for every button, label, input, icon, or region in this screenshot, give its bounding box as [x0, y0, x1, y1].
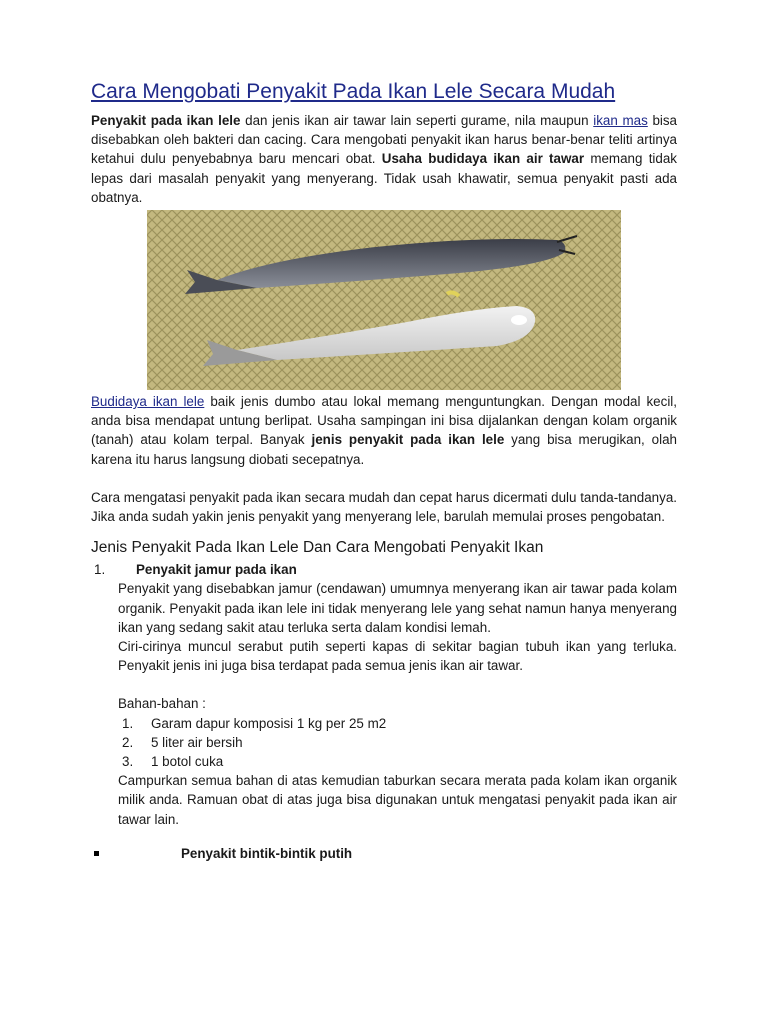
list-item-number: 3. [122, 754, 134, 770]
section2-title: Penyakit bintik-bintik putih [181, 845, 353, 861]
intro-bold-2: Usaha budidaya ikan air tawar [381, 151, 585, 167]
section1-title-row [91, 560, 677, 579]
intro-text-2: bisa disebabkan oleh bakteri dan cacing. Cara mengobati penyakit ikan harus benar-benar teliti artinya ketahui dulu penyebabnya baru mencari obat. [91, 113, 678, 167]
intro-text-1: dan jenis ikan air tawar lain seperti gurame, nila maupun [240, 113, 594, 128]
bullet-icon [94, 851, 99, 856]
ikan-mas-link[interactable]: ikan mas [593, 113, 648, 128]
spacer [118, 675, 677, 694]
intro-paragraph [91, 111, 677, 207]
intro-text-3: memang tidak lepas dari masalah penyakit yang menyerang. Tidak usah khawatir, semua penyakit pasti ada obatnya. [91, 151, 677, 205]
section-heading: Jenis Penyakit Pada Ikan Lele Dan Cara Mengobati Penyakit Ikan [91, 539, 544, 557]
mengatasi-paragraph: Cara mengatasi penyakit pada ikan secara mudah dan cepat harus dicermati dulu tanda-tandanya. Jika anda sudah yakin jenis penyakit yang menyerang lele, barulah memulai proses pengobatan. [91, 489, 677, 525]
list-item-text: Garam dapur komposisi 1 kg per 25 m2 [151, 715, 387, 731]
section2-title-row [91, 844, 677, 863]
budidaya-paragraph [91, 392, 677, 469]
list-item-text: 5 liter air bersih [151, 734, 243, 750]
document-page [91, 79, 677, 863]
bahan-label: Bahan-bahan : [118, 696, 206, 712]
section1-number: 1. [94, 562, 106, 578]
bahan-list [118, 714, 677, 772]
para2-bold: jenis penyakit pada ikan lele [311, 432, 505, 448]
list-item [118, 733, 677, 752]
list-item [118, 714, 677, 733]
spacer [91, 469, 677, 488]
section1-paragraph-2: Ciri-cirinya muncul serabut putih seperti kapas di sekitar bagian tubuh ikan yang terluka. Penyakit jenis ini juga bisa terdapat pada semua jenis ikan air tawar. [118, 639, 677, 674]
list-item [118, 752, 677, 771]
list-item-number: 2. [122, 734, 134, 750]
section1-title: Penyakit jamur pada ikan [136, 562, 297, 578]
section1-body [118, 579, 677, 713]
list-item-number: 1. [122, 715, 134, 731]
para2-text-2: yang bisa merugikan, olah karena itu harus langsung diobati secepatnya. [91, 432, 677, 467]
para2-text-1: baik jenis dumbo atau lokal memang menguntungkan. Dengan modal kecil, anda bisa mendapat untung berlipat. Usaha sampingan ini bisa dijalankan dengan kolam organik (tanah) atau kolam terpal. Banyak [91, 394, 677, 448]
intro-bold-1: Penyakit pada ikan lele [91, 113, 241, 128]
section1-paragraph-1: Penyakit yang disebabkan jamur (cendawan) umumnya menyerang ikan air tawar pada kolam organik. Penyakit pada ikan lele ini tidak menyerang lele yang sehat namun hanya menyerang ikan yang sedang sakit atau terluka serta dalam kondisi lemah. [118, 581, 677, 635]
list-item-text: 1 botol cuka [151, 754, 224, 770]
catfish-photo [147, 210, 621, 390]
section1-paragraph-3: Campurkan semua bahan di atas kemudian taburkan secara merata pada kolam ikan organik milik anda. Ramuan obat di atas juga bisa digunakan untuk mengatasi penyakit pada ikan air tawar lain. [118, 773, 677, 827]
section1-closing [118, 771, 677, 829]
page-title[interactable]: Cara Mengobati Penyakit Pada Ikan Lele Secara Mudah [91, 80, 616, 103]
budidaya-ikan-lele-link[interactable]: Budidaya ikan lele [91, 394, 205, 410]
